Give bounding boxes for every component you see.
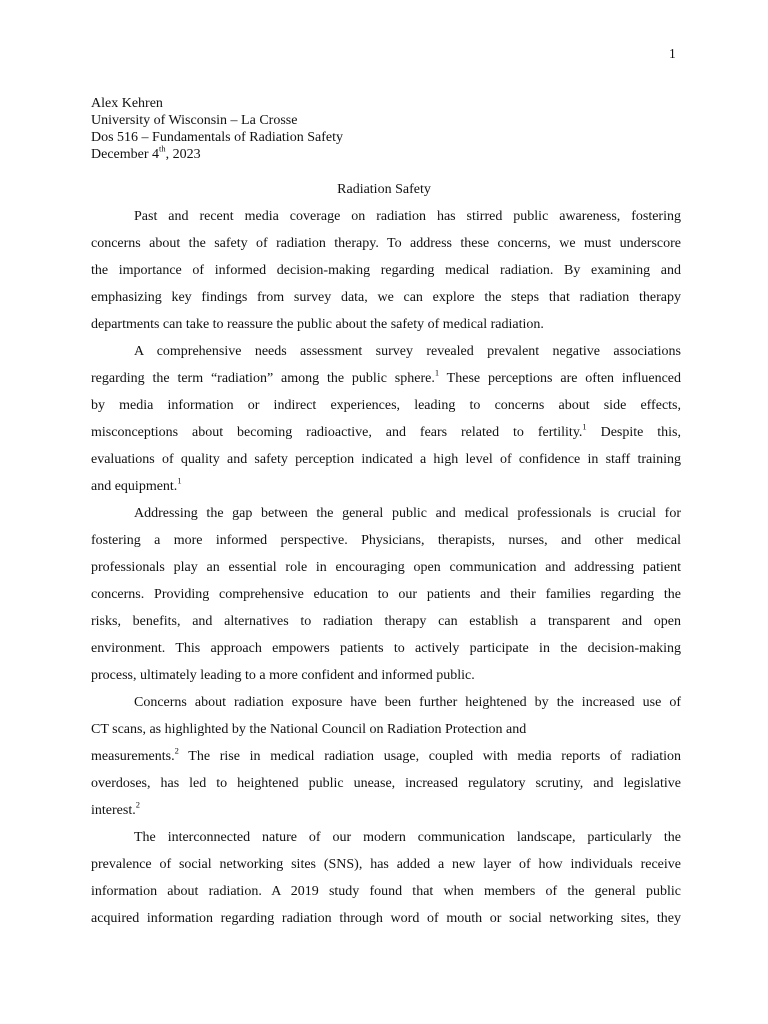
line-text: Past and recent media coverage on radiation has stirred public awareness, fostering <box>134 209 681 224</box>
line-text: concerns. Providing comprehensive education to our patients and their families regarding the <box>91 587 681 602</box>
line-text: acquired information regarding radiation through word of mouth or social networking sites, they <box>91 911 681 926</box>
line-text: concerns about the safety of radiation therapy. To address these concerns, we must underscore <box>91 236 681 251</box>
line-text-after: Despite this, <box>586 425 682 440</box>
body-line <box>91 230 681 257</box>
line-text: process, ultimately leading to a more confident and informed public. <box>91 668 475 683</box>
line-text-after: The rise in medical radiation usage, coupled with media reports of radiation <box>178 749 681 764</box>
body-line <box>91 878 681 905</box>
line-text: evaluations of quality and safety perception indicated a high level of confidence in staff training <box>91 452 681 467</box>
citation-superscript: 1 <box>434 367 440 378</box>
line-text: fostering a more informed perspective. Physicians, therapists, nurses, and other medical <box>91 533 681 548</box>
line-text: information about radiation. A 2019 study found that when members of the general public <box>91 884 681 899</box>
body-line <box>91 554 681 581</box>
body-line <box>91 500 681 527</box>
body-line <box>91 851 681 878</box>
document-title: Radiation Safety <box>337 182 431 197</box>
line-text: emphasizing key findings from survey data, we can explore the steps that radiation therapy <box>91 290 681 305</box>
line-text: risks, benefits, and alternatives to radiation therapy can establish a transparent and open <box>91 614 681 629</box>
citation-superscript: 1 <box>582 421 587 432</box>
line-text: professionals play an essential role in encouraging open communication and addressing patient <box>91 560 681 575</box>
body-line <box>91 392 681 419</box>
body-line <box>91 662 681 689</box>
body-line <box>91 419 681 446</box>
line-text: prevalence of social networking sites (SNS), has added a new layer of how individuals receive <box>91 857 681 872</box>
line-text: A comprehensive needs assessment survey revealed prevalent negative associations <box>134 344 681 359</box>
body-line <box>91 581 681 608</box>
body-line <box>91 338 681 365</box>
line-text: departments can take to reassure the public about the safety of medical radiation. <box>91 317 544 332</box>
course-name: Dos 516 – Fundamentals of Radiation Safety <box>91 130 343 145</box>
body-line <box>91 473 681 500</box>
line-text: measurements. <box>91 749 175 764</box>
body-line <box>91 635 681 662</box>
line-text: regarding the term “radiation” among the public sphere. <box>91 371 435 386</box>
date-superscript: th <box>159 143 166 154</box>
line-text: Addressing the gap between the general public and medical professionals is crucial for <box>134 506 681 521</box>
body-line <box>91 284 681 311</box>
line-text: by media information or indirect experiences, leading to concerns about side effects, <box>91 398 681 413</box>
line-text-after: These perceptions are often influenced <box>439 371 681 386</box>
line-text: overdoses, has led to heightened public unease, increased regulatory scrutiny, and legislative <box>91 776 681 791</box>
body-line <box>91 446 681 473</box>
body-line <box>91 689 681 716</box>
line-text: interest. <box>91 803 136 818</box>
body-line <box>91 257 681 284</box>
line-text: environment. This approach empowers patients to actively participate in the decision-making <box>91 641 681 656</box>
body-line <box>91 311 681 338</box>
body-line <box>91 365 681 392</box>
body-line <box>91 824 681 851</box>
date-suffix: , 2023 <box>165 147 201 162</box>
body-line <box>91 797 681 824</box>
line-text: Concerns about radiation exposure have been further heightened by the increased use of <box>134 695 681 710</box>
date-prefix: December 4 <box>91 147 160 162</box>
line-text: the importance of informed decision-making regarding medical radiation. By examining and <box>91 263 681 278</box>
body-line <box>91 905 681 932</box>
author-name: Alex Kehren <box>91 96 163 111</box>
body-line <box>91 527 681 554</box>
page-number: 1 <box>669 46 676 61</box>
body-line <box>91 716 681 743</box>
body-line <box>91 608 681 635</box>
line-text: CT scans, as highlighted by the National Council on Radiation Protection and <box>91 722 527 737</box>
line-text: The interconnected nature of our modern communication landscape, particularly the <box>134 830 681 845</box>
body-line <box>91 743 681 770</box>
institution-name: University of Wisconsin – La Crosse <box>91 113 298 128</box>
line-text: misconceptions about becoming radioactive, and fears related to fertility. <box>91 425 583 440</box>
citation-superscript: 2 <box>135 799 140 810</box>
document-header <box>91 95 343 163</box>
document-body <box>91 203 681 932</box>
document-date <box>91 143 343 163</box>
line-text: and equipment. <box>91 479 178 494</box>
citation-superscript: 2 <box>174 745 179 756</box>
body-line <box>91 770 681 797</box>
citation-superscript: 1 <box>177 475 182 486</box>
body-line <box>91 203 681 230</box>
